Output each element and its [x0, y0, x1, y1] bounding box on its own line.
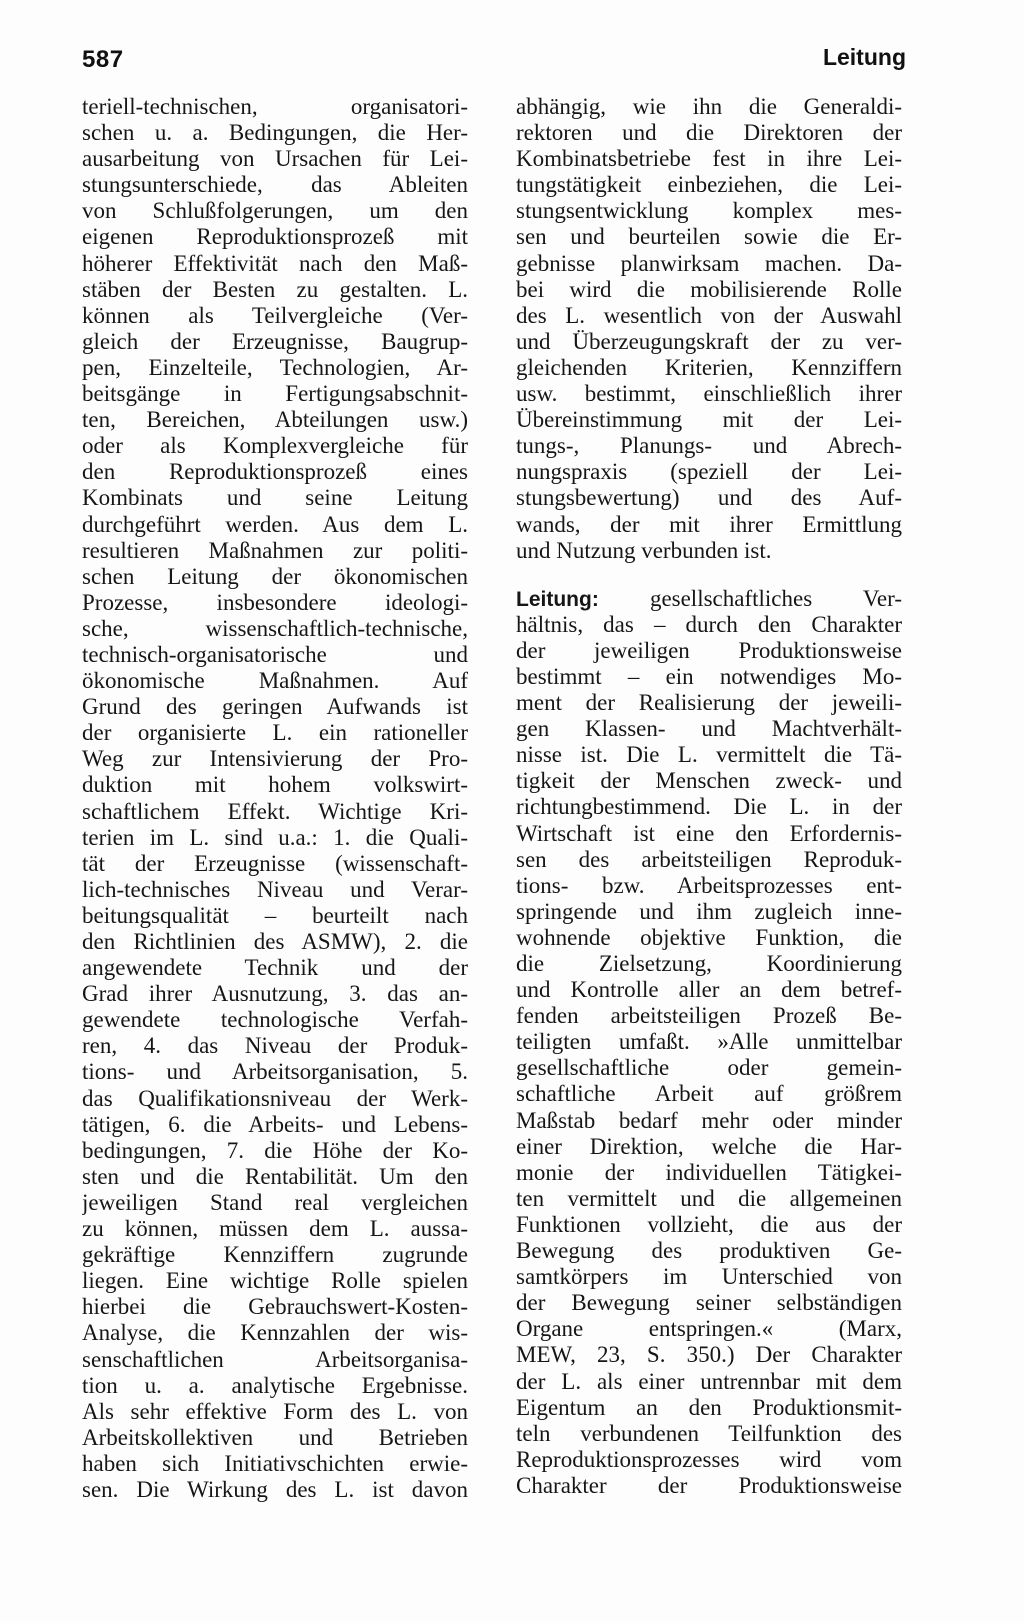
text-line: tion u. a. analytische Ergebnisse. — [82, 1372, 468, 1398]
text-line: tät der Erzeugnisse (wissenschaft- — [82, 850, 468, 876]
text-line: Organe entspringen.« (Marx, — [516, 1316, 902, 1342]
text-line: wands, der mit ihrer Ermittlung — [516, 511, 902, 537]
text-line: sche, wissenschaftlich-technische, — [82, 615, 468, 641]
text-line: schaftlichem Effekt. Wichtige Kri- — [82, 798, 468, 824]
text-line: und Kontrolle aller an dem betref- — [516, 977, 902, 1003]
text-line: nisse ist. Die L. vermittelt die Tä- — [516, 742, 902, 768]
entry-body — [516, 612, 902, 1499]
text-line: stungsentwicklung komplex mes- — [516, 198, 902, 224]
text-line: bedingungen, 7. die Höhe der Ko- — [82, 1137, 468, 1163]
text-line: tungstätigkeit einbeziehen, die Lei- — [516, 172, 902, 198]
text-line: beitungsqualität – beurteilt nach — [82, 902, 468, 928]
text-line: wohnende objektive Funktion, die — [516, 924, 902, 950]
text-line: der organisierte L. ein rationeller — [82, 720, 468, 746]
text-line: gebnisse planwirksam machen. Da- — [516, 250, 902, 276]
continued-entry-text — [516, 94, 902, 564]
text-line: tätigen, 6. die Arbeits- und Lebens- — [82, 1111, 468, 1137]
text-line: Kombinats und seine Leitung — [82, 485, 468, 511]
text-line: ausarbeitung von Ursachen für Lei- — [82, 146, 468, 172]
text-line: hierbei die Gebrauchswert-Kosten- — [82, 1294, 468, 1320]
text-line: können als Teilvergleiche (Ver- — [82, 302, 468, 328]
text-line: eigenen Reproduktionsprozeß mit — [82, 224, 468, 250]
text-line: zu können, müssen dem L. aussa- — [82, 1216, 468, 1242]
running-head: Leitung — [822, 44, 906, 70]
text-line: ten vermittelt und die allgemeinen — [516, 1185, 902, 1211]
text-line: gewendete technologische Verfah- — [82, 1007, 468, 1033]
text-line: Prozesse, insbesondere ideologi- — [82, 589, 468, 615]
text-line: Weg zur Intensivierung der Pro- — [82, 746, 468, 772]
text-line: beitsgänge in Fertigungsabschnit- — [82, 381, 468, 407]
entry-headword: Leitung: — [516, 587, 599, 611]
text-line: einer Direktion, welche die Har- — [516, 1133, 902, 1159]
text-line: der L. als einer untrennbar mit dem — [516, 1368, 902, 1394]
text-line: durchgeführt werden. Aus dem L. — [82, 511, 468, 537]
left-column — [82, 94, 468, 1503]
text-line: fenden arbeitsteiligen Prozeß Be- — [516, 1003, 902, 1029]
text-line: haben sich Initiativschichten erwie- — [82, 1450, 468, 1476]
text-line: ökonomische Maßnahmen. Auf — [82, 668, 468, 694]
text-line: teriell-technischen, organisatori- — [82, 94, 468, 119]
text-line: teiligten umfaßt. »Alle unmittelbar — [516, 1029, 902, 1055]
text-line: höherer Effektivität nach den Maß- — [82, 250, 468, 276]
entry-first-line — [516, 586, 902, 612]
text-line: den Reproduktionsprozeß eines — [82, 459, 468, 485]
text-line: senschaftlichen Arbeitsorganisa- — [82, 1346, 468, 1372]
text-line: des L. wesentlich von der Auswahl — [516, 302, 902, 328]
text-line: MEW, 23, S. 350.) Der Charakter — [516, 1342, 902, 1368]
text-line: teln verbundenen Teilfunktion des — [516, 1420, 902, 1446]
entry-separator — [516, 564, 902, 586]
text-line: Als sehr effektive Form des L. von — [82, 1398, 468, 1424]
text-line: schen u. a. Bedingungen, die Her- — [82, 120, 468, 146]
text-line: ten, Bereichen, Abteilungen usw.) — [82, 407, 468, 433]
text-line: samtkörpers im Unterschied von — [516, 1264, 902, 1290]
text-line: schen Leitung der ökonomischen — [82, 563, 468, 589]
page-number: 587 — [82, 46, 124, 73]
text-line: sen des arbeitsteiligen Reproduk- — [516, 846, 902, 872]
text-line: der jeweiligen Produktionsweise — [516, 637, 902, 663]
text-line: sen und beurteilen sowie die Er- — [516, 224, 902, 250]
text-line: liegen. Eine wichtige Rolle spielen — [82, 1268, 468, 1294]
text-line: schaftliche Arbeit auf größrem — [516, 1081, 902, 1107]
text-line: stungsbewertung) und des Auf- — [516, 485, 902, 511]
text-line: stungsunterschiede, das Ableiten — [82, 172, 468, 198]
text-line: jeweiligen Stand real vergleichen — [82, 1189, 468, 1215]
text-line: tions- bzw. Arbeitsprozesses ent- — [516, 872, 902, 898]
text-line: terien im L. sind u.a.: 1. die Quali- — [82, 824, 468, 850]
text-line: tions- und Arbeitsorganisation, 5. — [82, 1059, 468, 1085]
text-line: Funktionen vollzieht, die aus der — [516, 1211, 902, 1237]
text-line: Übereinstimmung mit der Lei- — [516, 407, 902, 433]
text-line: ren, 4. das Niveau der Produk- — [82, 1033, 468, 1059]
text-line: usw. bestimmt, einschließlich ihrer — [516, 381, 902, 407]
text-line: nungspraxis (speziell der Lei- — [516, 459, 902, 485]
text-line: resultieren Maßnahmen zur politi- — [82, 537, 468, 563]
text-line: Charakter der Produktionsweise — [516, 1472, 902, 1498]
text-line: lich-technisches Niveau und Verar- — [82, 876, 468, 902]
text-line: von Schlußfolgerungen, um den — [82, 198, 468, 224]
text-line: gesellschaftliche oder gemein- — [516, 1055, 902, 1081]
entry-first-line-text: gesellschaftliches Ver- — [649, 585, 902, 611]
text-line: duktion mit hohem volkswirt- — [82, 772, 468, 798]
text-line: Arbeitskollektiven und Betrieben — [82, 1424, 468, 1450]
text-line: angewendete Technik und der — [82, 955, 468, 981]
text-line: rektoren und die Direktoren der — [516, 120, 902, 146]
text-line: Reproduktionsprozesses wird vom — [516, 1446, 902, 1472]
text-line: Maßstab bedarf mehr oder minder — [516, 1107, 902, 1133]
text-line: bei wird die mobilisierende Rolle — [516, 276, 902, 302]
text-line: gleich der Erzeugnisse, Baugrup- — [82, 328, 468, 354]
text-line: gleichenden Kriterien, Kennziffern — [516, 354, 902, 380]
text-line: monie der individuellen Tätigkei- — [516, 1159, 902, 1185]
text-line: bestimmt – ein notwendiges Mo- — [516, 663, 902, 689]
text-line: und Nutzung verbunden ist. — [516, 537, 772, 563]
text-line: hältnis, das – durch den Charakter — [516, 611, 902, 637]
text-line: sten und die Rentabilität. Um den — [82, 1163, 468, 1189]
text-line: ment der Realisierung der jeweili- — [516, 690, 902, 716]
text-line: abhängig, wie ihn die Generaldi- — [516, 94, 902, 119]
text-line: der Bewegung seiner selbständigen — [516, 1290, 902, 1316]
text-line: Grad ihrer Ausnutzung, 3. das an- — [82, 981, 468, 1007]
text-line: stäben der Besten zu gestalten. L. — [82, 276, 468, 302]
text-line: gekräftige Kennziffern zugrunde — [82, 1242, 468, 1268]
text-line: gen Klassen- und Machtverhält- — [516, 716, 902, 742]
text-line: das Qualifikationsniveau der Werk- — [82, 1085, 468, 1111]
text-line: die Zielsetzung, Koordinierung — [516, 951, 902, 976]
text-line: und Überzeugungskraft der zu ver- — [516, 328, 902, 354]
text-line: den Richtlinien des ASMW), 2. die — [82, 929, 468, 954]
text-line: technisch-organisatorische und — [82, 641, 468, 667]
text-line: sen. Die Wirkung des L. ist davon — [82, 1476, 468, 1502]
text-line: pen, Einzelteile, Technologien, Ar- — [82, 354, 468, 380]
text-line: Analyse, die Kennzahlen der wis- — [82, 1320, 468, 1346]
text-line: Grund des geringen Aufwands ist — [82, 694, 468, 720]
text-line: tigkeit der Menschen zweck- und — [516, 768, 902, 794]
text-line: Eigentum an den Produktionsmit- — [516, 1394, 902, 1420]
text-line: Bewegung des produktiven Ge- — [516, 1238, 902, 1264]
text-line: Kombinatsbetriebe fest in ihre Lei- — [516, 146, 902, 172]
text-line: springende und ihm zugleich inne- — [516, 898, 902, 924]
text-line: richtungbestimmend. Die L. in der — [516, 794, 902, 820]
right-column — [516, 94, 902, 1499]
text-line: oder als Komplexvergleiche für — [82, 433, 468, 459]
text-line: tungs-, Planungs- und Abrech- — [516, 433, 902, 459]
text-line: Wirtschaft ist eine den Erfordernis- — [516, 820, 902, 846]
